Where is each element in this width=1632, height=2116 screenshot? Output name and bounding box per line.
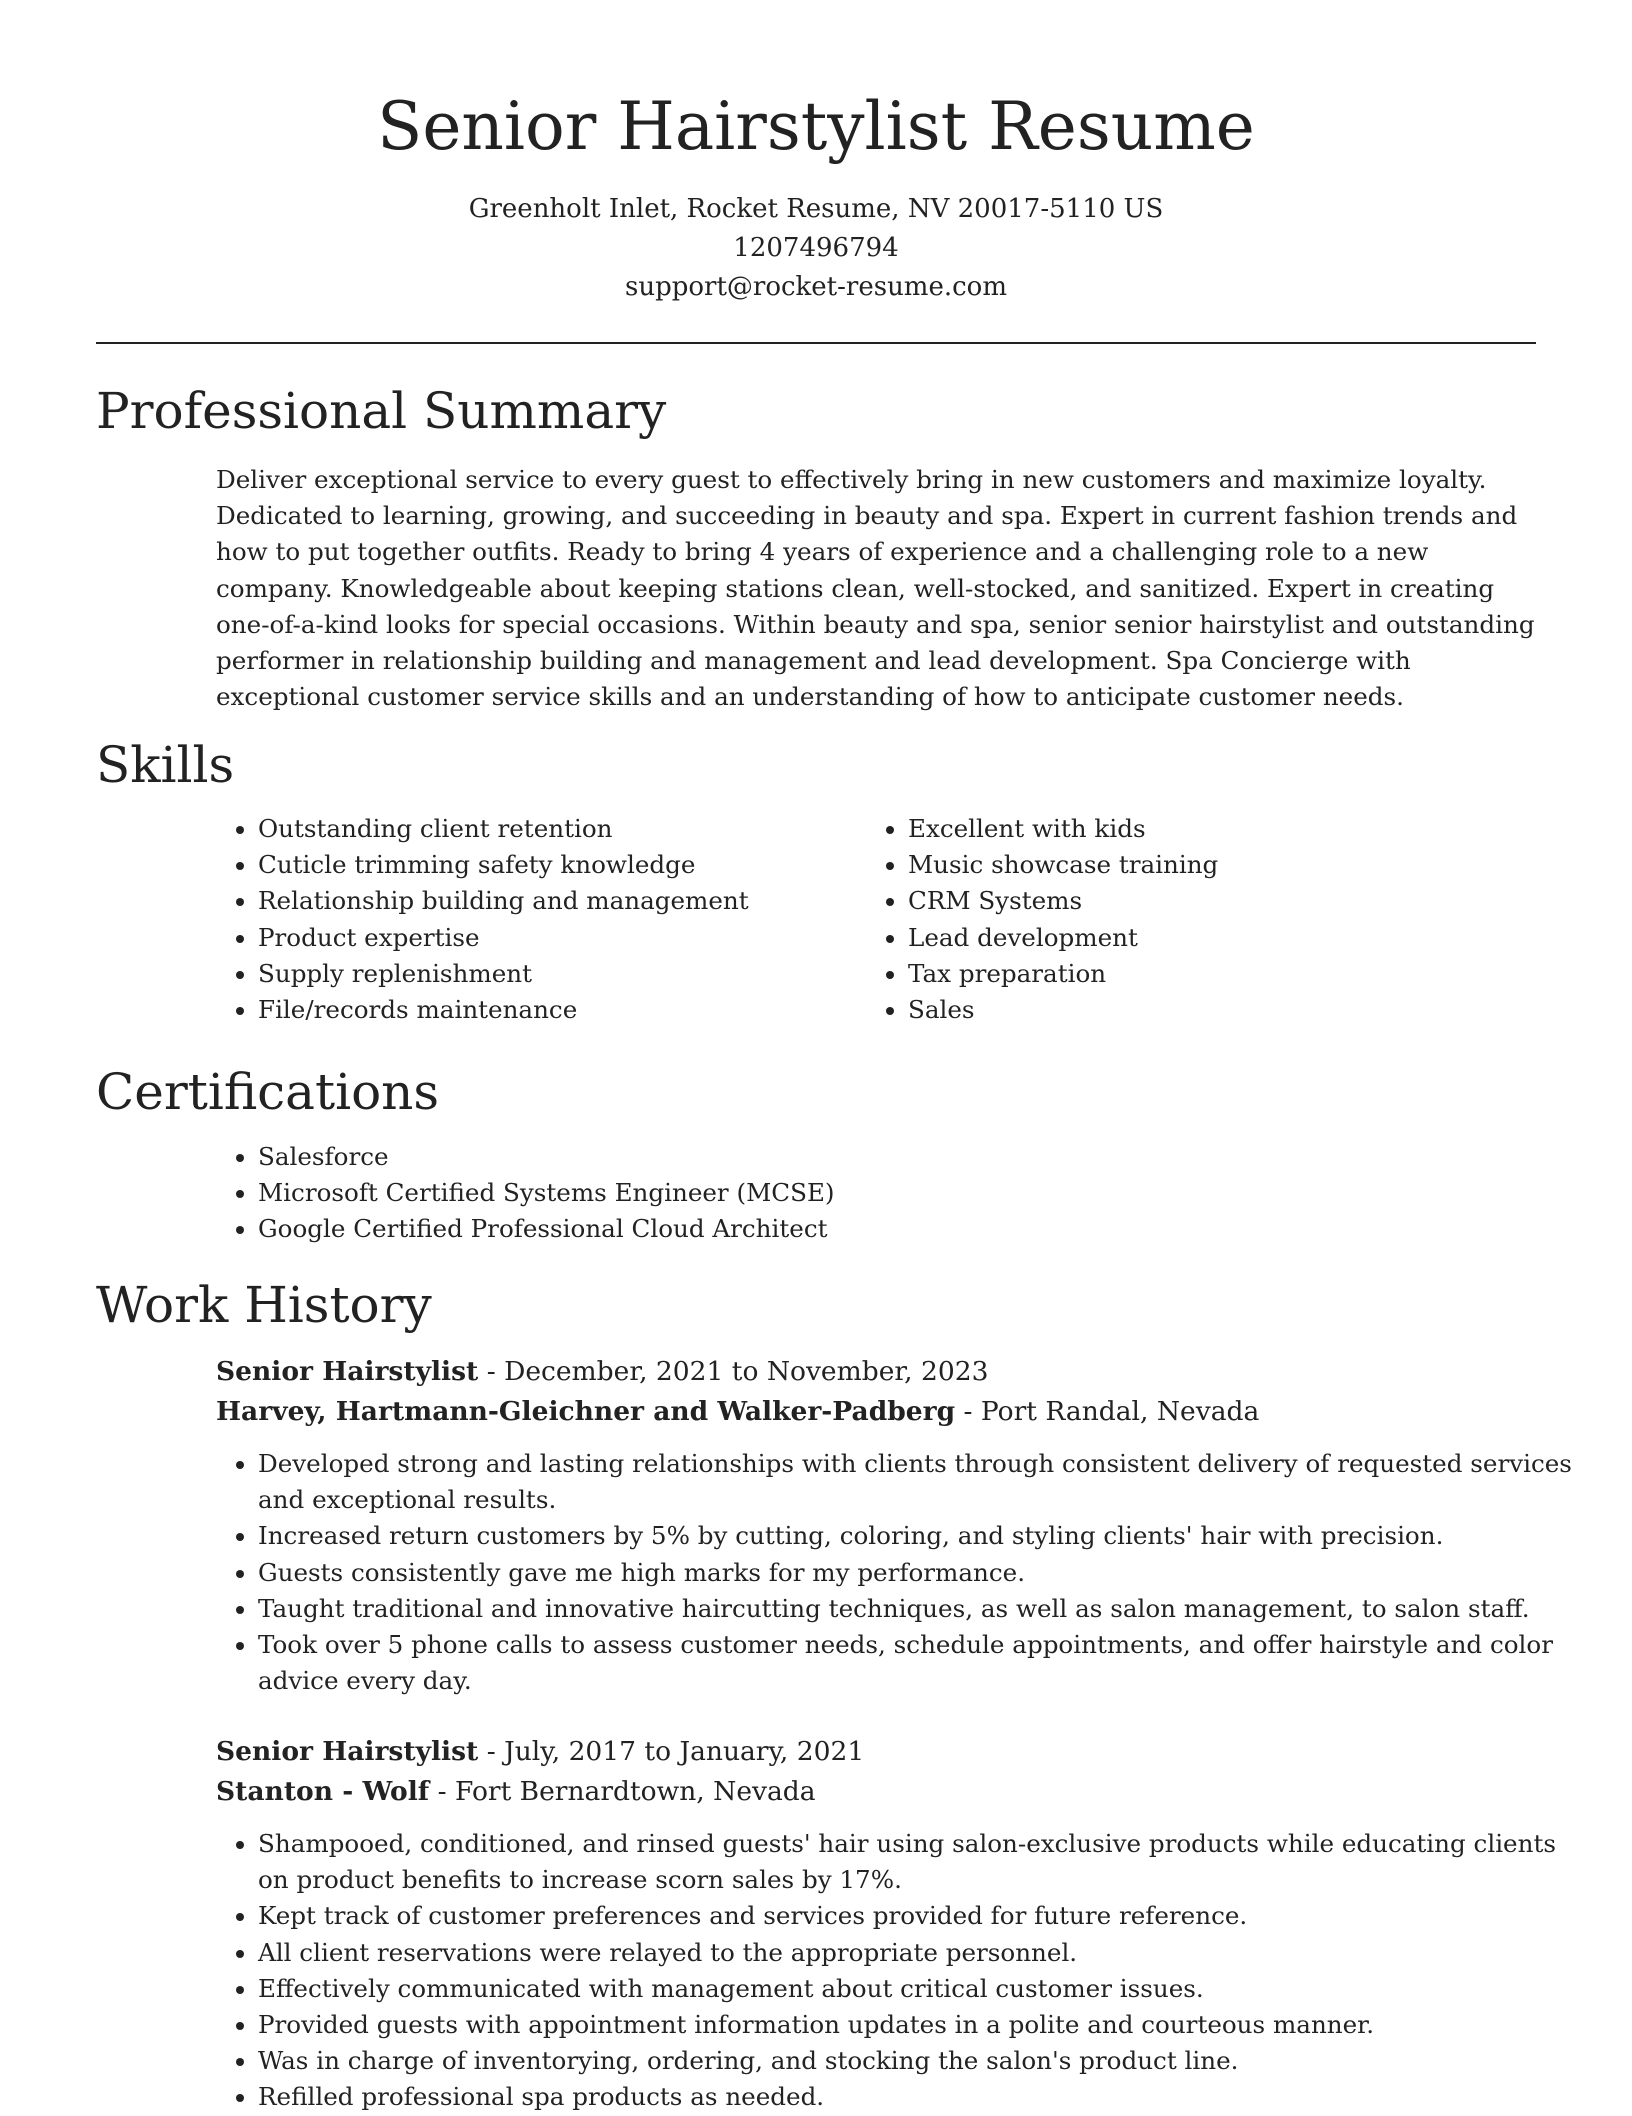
list-item: • Relationship building and management [258,883,858,919]
job-title-line [216,1352,988,1392]
list-item: • Provided guests with appointment information updates in a polite and courteous manner. [258,2007,1580,2043]
list-item: • Tax preparation [908,956,1508,992]
list-item: • Google Certified Professional Cloud Architect [258,1211,1558,1247]
list-item: • Lead development [908,920,1508,956]
job-dates: - July, 2017 to January, 2021 [478,1736,865,1767]
job-title: Senior Hairstylist [216,1736,479,1767]
list-item: • Product expertise [258,920,858,956]
contact-block [0,190,1632,307]
list-item: • Refilled professional spa products as needed. [258,2079,1580,2115]
list-item: • Salesforce [258,1139,1558,1175]
skills-list-right [864,811,1508,1028]
job-bullets [214,1826,1580,2116]
list-item: • Excellent with kids [908,811,1508,847]
job-title-line [216,1732,864,1772]
skills-list-left [214,811,858,1028]
list-item: • Guests consistently gave me high marks for my performance. [258,1555,1580,1591]
summary-heading: Professional Summary [96,382,667,440]
contact-phone: 1207496794 [733,233,899,263]
list-item: • File/records maintenance [258,992,858,1028]
certifications-list [214,1139,1558,1248]
list-item: • Developed strong and lasting relationships with clients through consistent delivery of requested services and exceptional results. [258,1446,1580,1518]
job-dates: - December, 2021 to November, 2023 [478,1356,989,1387]
job-bullets [214,1446,1580,1699]
list-item: • Took over 5 phone calls to assess customer needs, schedule appointments, and offer hairstyle and color advice every day. [258,1627,1580,1699]
job-company: Harvey, Hartmann-Gleichner and Walker-Padberg [216,1396,956,1427]
list-item: • All client reservations were relayed to the appropriate personnel. [258,1935,1580,1971]
resume-title: Senior Hairstylist Resume [377,88,1255,165]
job-location: - Fort Bernardtown, Nevada [429,1776,816,1807]
list-item: • Shampooed, conditioned, and rinsed guests' hair using salon-exclusive products while educating clients on product benefits to increase scorn sales by 17%. [258,1826,1580,1898]
job-location: - Port Randal, Nevada [955,1396,1260,1427]
contact-address: Greenholt Inlet, Rocket Resume, NV 20017-5110 US [468,194,1164,224]
list-item: • Microsoft Certified Systems Engineer (MCSE) [258,1175,1558,1211]
certifications-heading: Certifications [96,1063,440,1121]
job-company-line [216,1772,816,1812]
list-item: • Kept track of customer preferences and services provided for future reference. [258,1898,1580,1934]
job-company: Stanton - Wolf [216,1776,430,1807]
list-item: • CRM Systems [908,883,1508,919]
list-item: • Cuticle trimming safety knowledge [258,847,858,883]
list-item: • Sales [908,992,1508,1028]
job-company-line [216,1392,1259,1432]
header-divider [96,342,1536,344]
job-title: Senior Hairstylist [216,1356,479,1387]
list-item: • Outstanding client retention [258,811,858,847]
list-item: • Increased return customers by 5% by cutting, coloring, and styling clients' hair with precision. [258,1518,1580,1554]
list-item: • Effectively communicated with management about critical customer issues. [258,1971,1580,2007]
list-item: • Taught traditional and innovative haircutting techniques, as well as salon management, to salon staff. [258,1591,1580,1627]
summary-text: Deliver exceptional service to every guest to effectively bring in new customers and maximize loyalty. Dedicated to learning, growing, and succeeding in beauty and spa. Expert in current fashion trends and how to put together outfits. Ready to bring 4 years of experience and a challenging role to a new company. Knowledgeable about keeping stations clean, well-stocked, and sanitized. Expert in creating one-of-a-kind looks for special occasions. Within beauty and spa, senior senior hairstylist and outstanding performer in relationship building and management and lead development. Spa Concierge with exceptional customer service skills and an understanding of how to anticipate customer needs. [216,465,1535,712]
work-history-heading: Work History [96,1276,432,1334]
skills-heading: Skills [96,736,235,794]
list-item: • Was in charge of inventorying, ordering, and stocking the salon's product line. [258,2043,1580,2079]
list-item: • Music showcase training [908,847,1508,883]
list-item: • Supply replenishment [258,956,858,992]
contact-email: support@rocket-resume.com [624,272,1007,302]
